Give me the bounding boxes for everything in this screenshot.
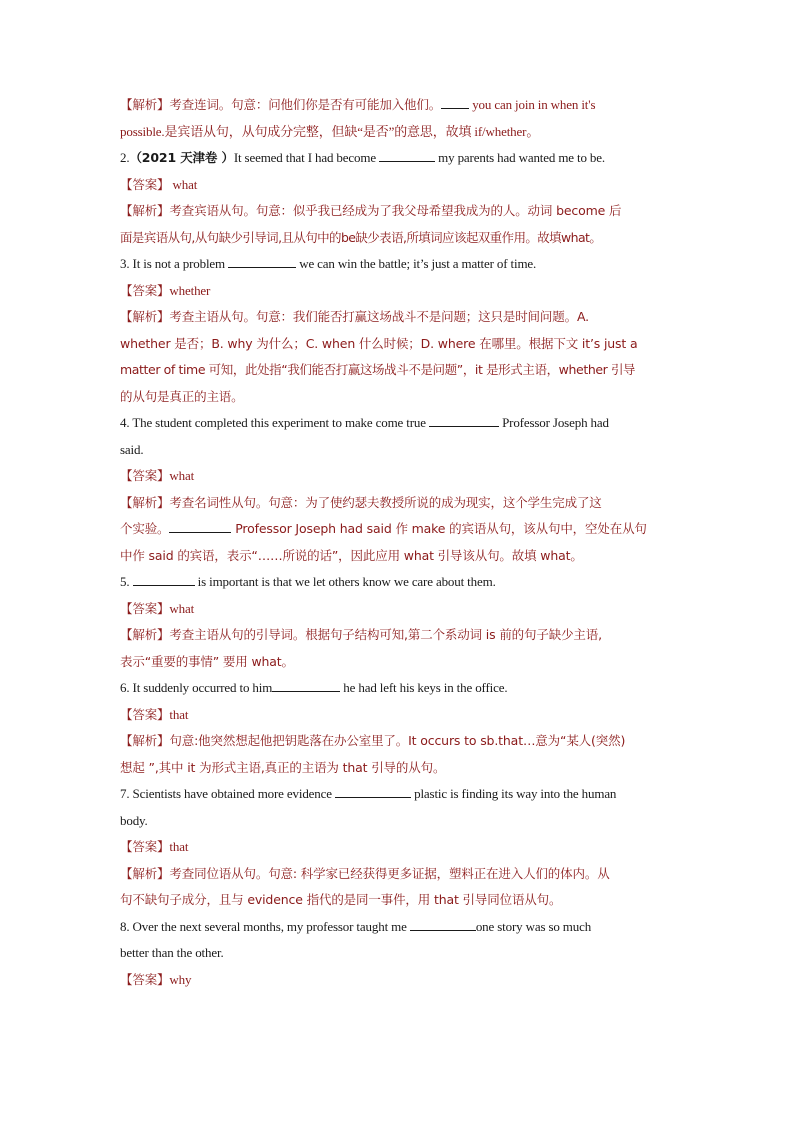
explanation-5-line-2: 表示“重要的事情” 要用 what。 [120, 653, 294, 669]
explanation-2-line-2: 面是宾语从句,从句缺少引导词,且从句中的be缺少表语,所填词应该起双重作用。故填what。 [120, 229, 602, 245]
answer-6 [120, 702, 680, 729]
answer-tag: 【答案】 [120, 971, 170, 987]
document-page [120, 92, 680, 993]
explanation-7-line-2: 句不缺句子成分，且与 evidence 指代的是同一事件，用 that 引导同位语从句。 [120, 892, 562, 907]
question-2: 2.（2021 天津卷 ）It seemed that I had become my parents had wanted me to be. [120, 150, 605, 165]
answer-tag: 【答案】 [120, 706, 170, 722]
blank [441, 95, 469, 109]
answer-value: why [169, 971, 192, 987]
explanation-tag: 【解析】 [120, 733, 170, 748]
explanation-6-line-2: 想起 ”,其中 it 为形式主语,真正的主语为 that 引导的从句。 [120, 759, 446, 775]
explanation-tag: 【解析】 [120, 627, 170, 642]
explanation-4-line-3: 中作 said 的宾语，表示“……所说的话”，因此应用 what 引导该从句。故填 what。 [120, 547, 583, 563]
question-source: （2021 天津卷 ） [129, 150, 234, 165]
explanation-3-line-3: matter of time 可知，此处指“我们能否打赢这场战斗不是问题”，it 是形式主语，whether 引导 [120, 362, 636, 377]
answer-8 [120, 967, 680, 994]
answer-7 [120, 834, 680, 861]
explanation-1-line-2: possible.是宾语从句，从句成分完整，但缺“是否”的意思，故填 if/whether。 [120, 123, 540, 139]
explanation-tag: 【解析】 [120, 865, 170, 881]
answer-tag: 【答案】 [120, 282, 170, 298]
explanation-tag: 【解析】 [120, 203, 170, 218]
answer-tag: 【答案】 [120, 176, 170, 192]
explanation-1-line-1: 【解析】考查连词。句意：问他们你是否有可能加入他们。 you can join in when it's [120, 97, 596, 112]
answer-5 [120, 596, 680, 623]
question-4: 4. The student completed this experiment to make come true Professor Joseph had [120, 415, 609, 430]
question-8: 8. Over the next several months, my professor taught me one story was so much [120, 918, 592, 934]
explanation-2-line-1: 【解析】考查宾语从句。句意：似乎我已经成为了我父母希望我成为的人。动词 become 后 [120, 203, 622, 218]
blank [169, 519, 231, 533]
blank [410, 917, 476, 931]
answer-tag: 【答案】 [120, 600, 170, 616]
question-6: 6. It suddenly occurred to him he had left his keys in the office. [120, 680, 508, 695]
blank [228, 254, 296, 268]
answer-value: that [169, 706, 189, 722]
question-8-line-2: better than the other. [120, 945, 224, 960]
explanation-3-line-4: 的从句是真正的主语。 [120, 388, 244, 404]
answer-value: whether [169, 282, 211, 298]
answer-tag: 【答案】 [120, 468, 170, 483]
answer-value: that [169, 839, 189, 854]
answer-3 [120, 278, 680, 305]
explanation-3-line-2: whether 是否；B. why 为什么；C. when 什么时候；D. where 在哪里。根据下文 it’s just a [120, 335, 638, 351]
blank [429, 413, 499, 427]
answer-tag: 【答案】 [120, 839, 170, 854]
blank [133, 572, 195, 586]
explanation-4-line-2: 个实验。 Professor Joseph had said 作 make 的宾语从句，该从句中，空处在从句 [120, 521, 647, 536]
question-7-line-2: body. [120, 812, 148, 828]
question-7: 7. Scientists have obtained more evidence plastic is finding its way into the human [120, 786, 617, 801]
question-5: 5. is important is that we let others know we care about them. [120, 574, 496, 589]
answer-2 [120, 172, 680, 199]
blank [272, 678, 340, 692]
question-3: 3. It is not a problem we can win the battle; it’s just a matter of time. [120, 256, 537, 271]
explanation-3-line-1: 【解析】考查主语从句。句意：我们能否打赢这场战斗不是问题；这只是时间问题。A. [120, 309, 589, 324]
question-4-line-2: said. [120, 441, 144, 457]
explanation-tag: 【解析】 [120, 97, 170, 112]
answer-value: what [169, 600, 195, 616]
blank [335, 784, 411, 798]
explanation-6-line-1: 【解析】句意:他突然想起他把钥匙落在办公室里了。It occurs to sb.that…意为“某人(突然) [120, 733, 626, 748]
explanation-5-line-1: 【解析】考查主语从句的引导词。根据句子结构可知,第二个系动词 is 前的句子缺少主语, [120, 627, 602, 642]
explanation-4-line-1: 【解析】考查名词性从句。句意：为了使约瑟夫教授所说的成为现实，这个学生完成了这 [120, 494, 602, 510]
explanation-7-line-1: 【解析】考查同位语从句。句意: 科学家已经获得更多证据，塑料正在进入人们的体内。从 [120, 865, 610, 881]
blank [379, 148, 435, 162]
explanation-tag: 【解析】 [120, 309, 170, 324]
answer-value: what [169, 176, 198, 192]
answer-4 [120, 463, 680, 490]
answer-value: what [169, 468, 195, 483]
explanation-tag: 【解析】 [120, 494, 170, 510]
